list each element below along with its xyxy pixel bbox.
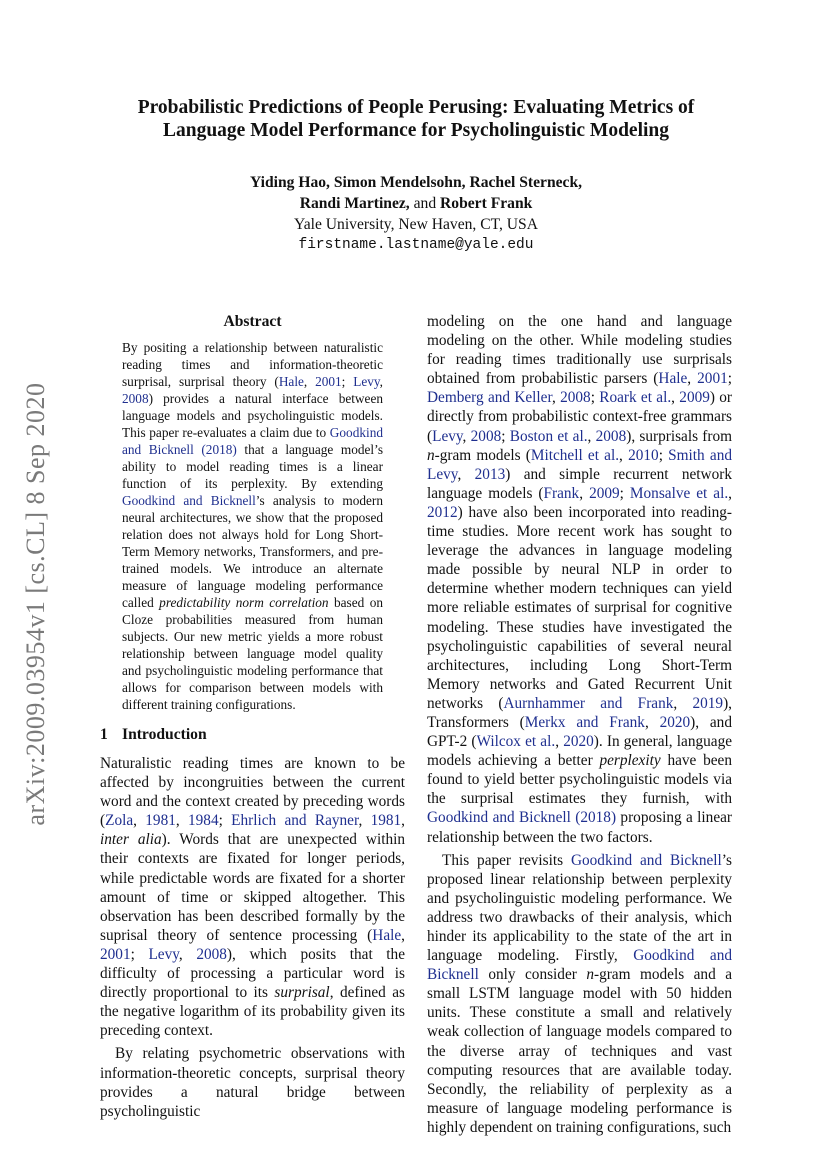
abstract-heading: Abstract [223, 313, 282, 330]
text-run: , [551, 389, 561, 407]
citation-link[interactable]: Levy [353, 374, 380, 389]
text-run: , [644, 713, 660, 731]
text-run: , [728, 484, 732, 502]
citation-link[interactable]: 2012 [427, 503, 458, 521]
emphasis: perplexity [599, 752, 661, 770]
emphasis: predictability norm correlation [159, 595, 329, 610]
title-line-1: Probabilistic Predictions of People Perusing: Evaluating Metrics of [137, 97, 695, 118]
intro-paragraph-2 [100, 1044, 405, 1120]
text-run: ; [619, 484, 630, 502]
text-run: ; [218, 812, 232, 830]
text-run: Naturalistic reading times are known to be affected by incongruities between the current word and the context created by preceding words ( [100, 755, 405, 830]
citation-link[interactable]: Demberg and Keller [427, 389, 552, 407]
citation-link[interactable]: Mitchell et al. [530, 446, 620, 464]
authors-and: and [413, 195, 437, 212]
arxiv-identifier-text: arXiv:2009.03954v1 [cs.CL] 8 Sep 2020 [21, 382, 50, 826]
author-block [100, 172, 732, 256]
citation-link[interactable]: 2020 [563, 733, 594, 751]
text-run: ’s analysis to modern neural architectures, we show that the proposed relation does not always hold for Long Short-Term Memory networks, Transformers, and pre-trained models. We introduce an alternate measure of language modeling performance called [122, 493, 383, 610]
text-run: , [579, 484, 590, 502]
text-run: , [687, 370, 698, 388]
citation-link[interactable]: Hale [278, 374, 304, 389]
text-run: that a language model’s ability to model reading times is a linear function of its perplexity. By extending [122, 442, 383, 491]
text-run: ). In general, language models achieving a better [427, 733, 733, 770]
citation-link[interactable]: Goodkind and Bicknell [570, 851, 722, 869]
text-run: , [462, 427, 471, 445]
text-run: , [401, 926, 405, 944]
text-run: only consider [478, 966, 587, 984]
citation-link[interactable]: 2010 [628, 446, 659, 464]
text-run: ). Words that are unexpected within their contexts are fixated for longer periods, while predictable words are fixated for a shorter amount of time or skipped altogether. This observation has been described formally by the suprisal theory of sentence processing ( [100, 831, 405, 944]
citation-link[interactable]: Boston et al. [509, 427, 588, 445]
section-title: Introduction [122, 726, 207, 743]
text-run: , [178, 945, 197, 963]
text-run: , [379, 374, 383, 389]
citation-link[interactable]: 1981 [370, 812, 402, 830]
text-run: , [457, 465, 475, 483]
abstract-text [122, 339, 383, 713]
citation-link[interactable]: 1981 [145, 812, 176, 830]
text-run: This paper revisits [442, 851, 571, 869]
email: firstname.lastname@yale.edu [298, 237, 534, 253]
text-run: ; [341, 374, 354, 389]
citation-link[interactable]: Ehrlich and Rayner [231, 812, 359, 830]
text-run: based on Cloze probabilities measured from human subjects. Our new metric yields a more robust relationship between language model quality and psycholinguistic modeling performance that allows for comparison between models with different training configurations. [122, 595, 383, 712]
citation-link[interactable]: 2009 [589, 484, 620, 502]
text-run: , [175, 812, 188, 830]
text-run: , [555, 733, 564, 751]
citation-link[interactable]: Goodkind and Bicknell [122, 493, 256, 508]
text-run: , [133, 812, 146, 830]
citation-link[interactable]: Hale [658, 370, 688, 388]
text-run: ; [130, 945, 149, 963]
citation-link[interactable]: 2008 [196, 945, 227, 963]
text-run: modeling on the one hand and language modeling on the other. While modeling studies for reading times traditionally use surprisals obtained from probabilistic parsers ( [427, 313, 732, 388]
citation-link[interactable]: Goodkind and Bicknell [427, 947, 732, 984]
affiliation: Yale University, New Haven, CT, USA [294, 216, 538, 233]
text-run: proposing a linear relationship between the two factors. [427, 809, 732, 846]
authors-line-1: Yiding Hao, Simon Mendelsohn, Rachel Sterneck, [249, 174, 583, 191]
citation-link[interactable]: Hale [372, 926, 402, 944]
intro-paragraph-2-continued [427, 312, 732, 847]
citation-link[interactable]: Merkx and Frank [524, 713, 645, 731]
text-run: ; [658, 446, 669, 464]
text-run: ), Transformers ( [427, 694, 732, 731]
text-run: have been found to yield better psycholinguistic models via the surprisal estimates they furnish, with [427, 752, 732, 808]
citation-link[interactable]: 2019 [692, 694, 724, 712]
text-run: , [671, 389, 680, 407]
title-line-2: Language Model Performance for Psycholinguistic Modeling [162, 120, 670, 141]
section-number: 1 [100, 726, 108, 743]
text-run: , [619, 446, 629, 464]
text-run: , [401, 812, 405, 830]
text-run: , defined as the negative logarithm of its probability given its preceding context. [100, 984, 405, 1040]
text-run: ) and simple recurrent network language models ( [427, 465, 732, 502]
text-run: ) provides a natural interface between language models and psycholinguistic models. This paper re-evaluates a claim due to [122, 391, 383, 440]
text-run: , [303, 374, 316, 389]
citation-link[interactable]: Wilcox et al. [476, 733, 556, 751]
emphasis: n [427, 446, 435, 464]
citation-link[interactable]: Roark et al. [599, 389, 672, 407]
text-run: ), which posits that the difficulty of processing a particular word is directly proportional to its [100, 945, 405, 1002]
citation-link[interactable]: 2001 [697, 370, 728, 388]
citation-link[interactable]: Levy [432, 427, 463, 445]
text-run: , [673, 694, 693, 712]
citation-link[interactable]: Goodkind and Bicknell (2018) [122, 425, 383, 457]
citation-link[interactable]: Goodkind and Bicknell (2018) [427, 809, 617, 827]
text-run: ; [590, 389, 600, 407]
text-run: , [587, 427, 596, 445]
citation-link[interactable]: 2020 [659, 713, 691, 731]
left-column [100, 312, 405, 1121]
text-run: By relating psychometric observations with information-theoretic concepts, surprisal theory provides a natural bridge between psycholinguistic [100, 1045, 405, 1120]
emphasis: inter alia [100, 831, 162, 849]
citation-link[interactable]: Smith and Levy [427, 446, 733, 483]
author-randi: Randi Martinez, [299, 195, 410, 212]
text-run: -gram models and a small LSTM language model with 50 hidden units. These constitute a small and relatively weak collection of language models compared to the diverse array of techniques and vast computing resources that are available today. Secondly, the reliability of perplexity as a measure of language modeling performance is highly dependent on training configurations, such [427, 966, 732, 1136]
emphasis: n [586, 966, 594, 984]
citation-link[interactable]: 2013 [474, 465, 506, 483]
text-run: ), surprisals from [626, 427, 733, 445]
section-heading-introduction [100, 725, 405, 744]
text-run: , [358, 812, 371, 830]
citation-link[interactable]: Levy [148, 945, 179, 963]
author-frank: Robert Frank [440, 195, 533, 212]
text-run: ; [727, 370, 732, 388]
citation-link[interactable]: 2008 [470, 427, 502, 445]
citation-link[interactable]: Monsalve et al. [629, 484, 729, 502]
authors-line-2 [100, 193, 732, 214]
paper-title [100, 96, 732, 142]
text-run: By positing a relationship between naturalistic reading times and information-theoretic surprisal, surprisal theory ( [122, 340, 383, 389]
citation-link[interactable]: 2008 [595, 427, 627, 445]
text-run: -gram models ( [434, 446, 531, 464]
citation-link[interactable]: 2008 [122, 391, 149, 406]
text-run: ’s proposed linear relationship between perplexity and psycholinguistic modeling performance. We address two drawbacks of their analysis, which hinder its applicability to the state of the art in language modeling. Firstly, [427, 851, 732, 965]
right-column [427, 312, 732, 1137]
citation-link[interactable]: 1984 [188, 812, 219, 830]
emphasis: surprisal [274, 984, 330, 1002]
text-run: ) or directly from probabilistic context-free grammars ( [427, 389, 733, 445]
citation-link[interactable]: Aurnhammer and Frank [503, 694, 674, 712]
intro-paragraph-1 [100, 754, 405, 1040]
text-run: ; [501, 427, 510, 445]
text-run: ), and GPT-2 ( [427, 713, 732, 751]
citation-link[interactable]: 2008 [560, 389, 591, 407]
citation-link[interactable]: 2001 [315, 374, 342, 389]
citation-link[interactable]: Frank [543, 484, 580, 502]
citation-link[interactable]: 2009 [679, 389, 710, 407]
citation-link[interactable]: Zola [105, 812, 134, 830]
intro-paragraph-3 [427, 851, 732, 1137]
text-run: ) have also been incorporated into reading-time studies. More recent work has sought to leverage the advances in language modeling made possible by neural NLP in order to determine whether modern techniques can yield more reliable estimates of surprisal for cognitive modeling. These studies have investigated the psycholinguistic capabilities of several neural architectures, including Long Short-Term Memory networks and Gated Recurrent Unit networks ( [427, 503, 732, 712]
citation-link[interactable]: 2001 [100, 945, 131, 963]
